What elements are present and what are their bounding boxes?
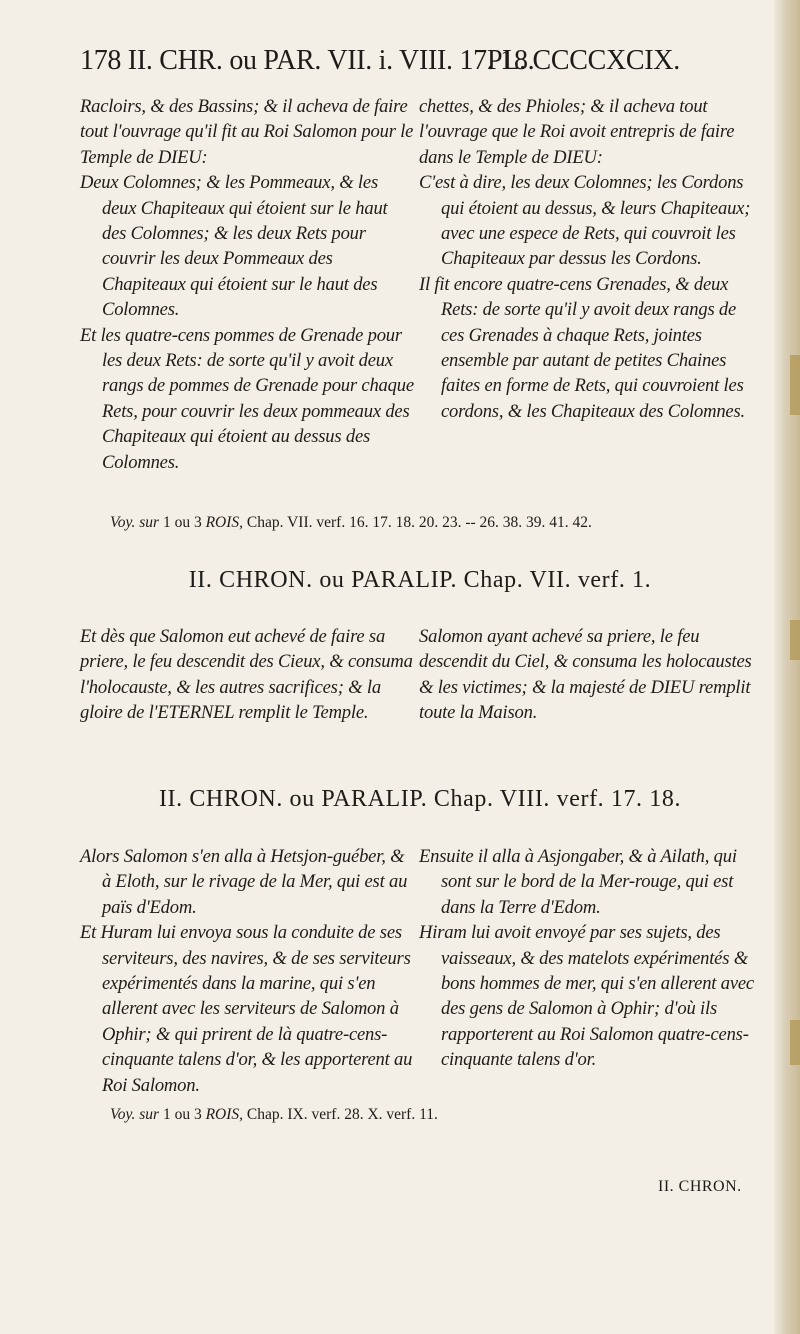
paragraph: C'est à dire, les deux Colomnes; les Cordons qui étoient au dessus, & leurs Chapiteaux; avec une espece de Rets, qui couvroit les Chapiteaux par dessus les Cordons. xyxy=(419,172,751,270)
paragraph: Alors Salomon s'en alla à Hetsjon-guéber, & à Eloth, sur le rivage de la Mer, qui est au païs d'Edom. xyxy=(80,846,408,918)
reference-books: 1 ou 3 xyxy=(162,514,202,531)
section-heading: II. CHRON. ou PARALIP. Chap. VII. verf. 1. xyxy=(188,567,652,593)
paragraph: Il fit encore quatre-cens Grenades, & deux Rets: de sorte qu'il y avoit deux rangs de ces Grenades à chaque Rets, jointes ensemble par autant de petites Chaines faites en forme de Rets, qui couvroient les cordons, & les Chapiteaux des Colomnes. xyxy=(419,273,745,422)
reference-book-name: ROIS, xyxy=(205,514,244,531)
reference-books: 1 ou 3 xyxy=(162,1106,202,1123)
plate-number: PL. CCCCXCIX. xyxy=(487,45,680,76)
reference-book-name: ROIS, xyxy=(205,1106,244,1123)
paragraph: Et les quatre-cens pommes de Grenade pour les deux Rets: de sorte qu'il y avoit deux rangs de pommes de Grenade pour chaque Rets, pour couvrir les deux pommeaux des Chapiteaux qui étoient au dessus des Colomnes. xyxy=(80,324,414,473)
section1-left-column xyxy=(80,94,415,475)
reference-prefix: Voy. sur xyxy=(110,514,160,531)
paragraph: Salomon ayant achevé sa priere, le feu descendit du Ciel, & consuma les holocaustes & les victimes; & la majesté de DIEU remplit toute la Maison. xyxy=(419,626,752,724)
section1-right-column xyxy=(419,94,754,424)
page-tab-marker xyxy=(790,1020,800,1065)
paragraph: Et Huram lui envoya sous la conduite de ses serviteurs, des navires, & de ses serviteurs expérimentés dans la marine, qui s'en allerent avec les serviteurs de Salomon à Ophir; & qui prirent de là quatre-cens-cinquante talens d'or, & les apporterent au Roi Salomon. xyxy=(80,922,413,1096)
reference-prefix: Voy. sur xyxy=(110,1106,160,1123)
page-tab-marker xyxy=(790,355,800,415)
page-tab-marker xyxy=(790,620,800,660)
running-head xyxy=(80,45,760,77)
section3-right-column xyxy=(419,844,754,1073)
cross-reference xyxy=(110,514,592,532)
paragraph: Deux Colomnes; & les Pommeaux, & les deux Chapiteaux qui étoient sur le haut des Colomnes; & les deux Rets pour couvrir les deux Pommeaux des Chapiteaux qui étoient sur le haut des Colomnes. xyxy=(80,172,388,321)
section2-right-column xyxy=(419,624,754,726)
paragraph: Et dès que Salomon eut achevé de faire sa priere, le feu descendit des Cieux, & consuma l'holocauste, & les autres sacrifices; & la gloire de l'ETERNEL remplit le Temple. xyxy=(80,626,413,724)
running-head-left: 178 II. CHR. ou PAR. VII. i. VIII. 17. 18. xyxy=(80,45,535,76)
section2-left-column xyxy=(80,624,415,726)
paragraph: chettes, & des Phioles; & il acheva tout l'ouvrage que le Roi avoit entrepris de faire dans le Temple de DIEU: xyxy=(419,96,735,168)
cross-reference xyxy=(110,1106,438,1124)
reference-verses: Chap. VII. verf. 16. 17. 18. 20. 23. -- 26. 38. 39. 41. 42. xyxy=(246,514,592,531)
paragraph: Racloirs, & des Bassins; & il acheva de faire tout l'ouvrage qu'il fit au Roi Salomon pour le Temple de DIEU: xyxy=(80,96,414,168)
catchword: II. CHRON. xyxy=(658,1178,742,1195)
paragraph: Ensuite il alla à Asjongaber, & à Ailath, qui sont sur le bord de la Mer-rouge, qui est dans la Terre d'Edom. xyxy=(419,846,737,918)
page-edge xyxy=(774,0,800,1334)
section3-left-column xyxy=(80,844,415,1098)
reference-verses: Chap. IX. verf. 28. X. verf. 11. xyxy=(246,1106,438,1123)
section-heading: II. CHRON. ou PARALIP. Chap. VIII. verf. 17. 18. xyxy=(158,786,682,812)
paragraph: Hiram lui avoit envoyé par ses sujets, des vaisseaux, & des matelots expérimentés & bons hommes de mer, qui s'en allerent avec des gens de Salomon à Ophir; d'où ils rapporterent au Roi Salomon quatre-cens-cinquante talens d'or. xyxy=(419,922,754,1071)
